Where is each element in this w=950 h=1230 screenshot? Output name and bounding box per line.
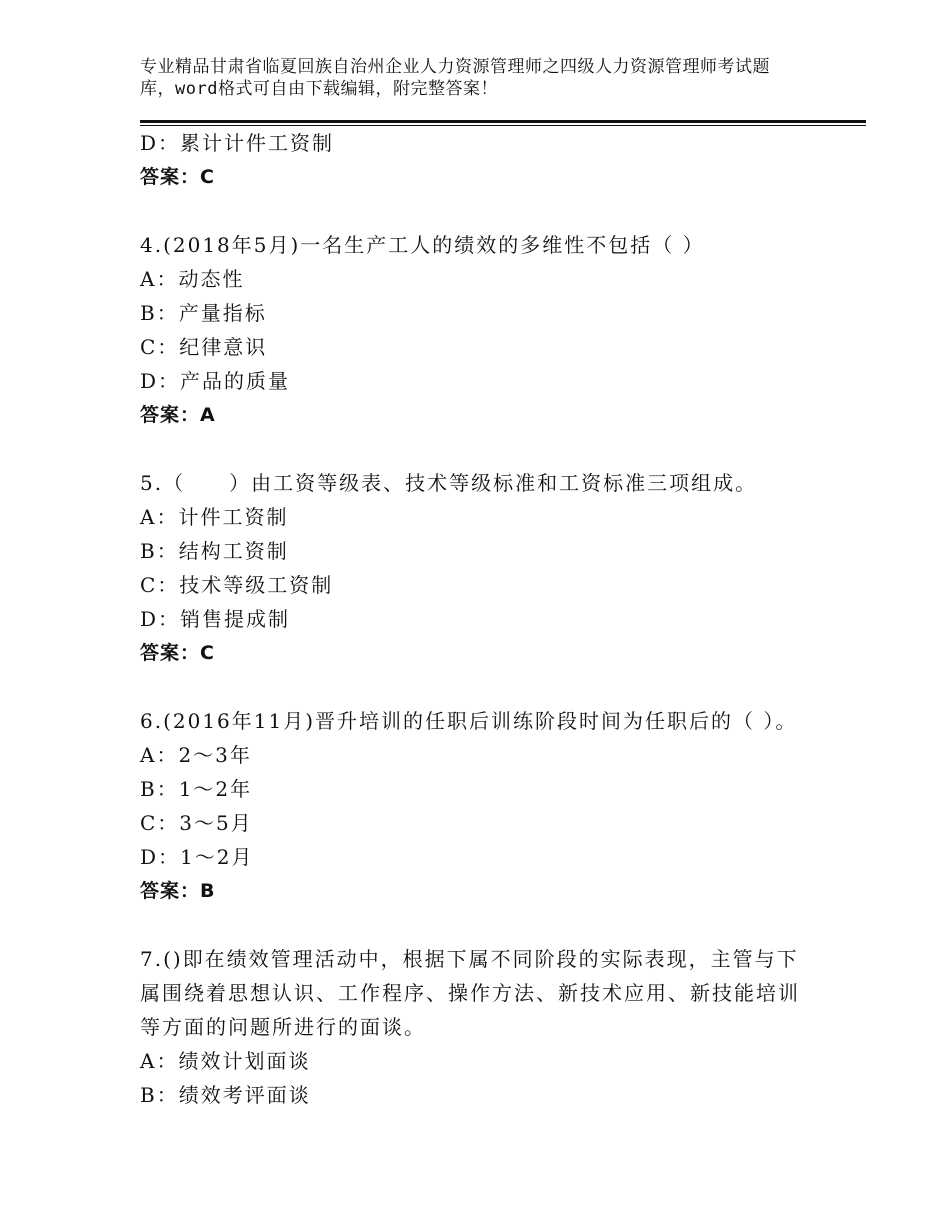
spacer [140, 432, 840, 466]
option-b: B：结构工资制 [140, 539, 289, 563]
question-stem: 4.(2018年5月)一名生产工人的绩效的多维性不包括（ ） [140, 233, 705, 257]
option-a: A：动态性 [140, 267, 245, 291]
question-4 [140, 228, 840, 432]
option-d: D：销售提成制 [140, 607, 291, 631]
answer: 答案：C [140, 642, 215, 664]
option-c: C：3～5月 [140, 811, 253, 835]
document-header [140, 56, 840, 100]
option-a: A：2～3年 [140, 743, 252, 767]
spacer [140, 670, 840, 704]
spacer [140, 194, 840, 228]
header-rule-thick [140, 120, 866, 123]
question-stem-line-2: 属围绕着思想认识、工作程序、操作方法、新技术应用、新技能培训 [140, 981, 800, 1005]
answer: 答案：A [140, 404, 216, 426]
option-a: A：绩效计划面谈 [140, 1049, 311, 1073]
question-3 [140, 126, 840, 194]
option-c: C：技术等级工资制 [140, 573, 334, 597]
header-line-1: 专业精品甘肃省临夏回族自治州企业人力资源管理师之四级人力资源管理师考试题 [140, 57, 770, 77]
spacer [140, 908, 840, 942]
answer: 答案：C [140, 166, 215, 188]
option-d: D：产品的质量 [140, 369, 291, 393]
question-stem-line-1: 7.()即在绩效管理活动中，根据下属不同阶段的实际表现，主管与下 [140, 947, 799, 971]
option-c: C：纪律意识 [140, 335, 268, 359]
answer: 答案：B [140, 880, 216, 902]
question-6 [140, 704, 840, 908]
option-a: A：计件工资制 [140, 505, 289, 529]
question-stem-line-3: 等方面的问题所进行的面谈。 [140, 1015, 426, 1039]
option-d: D：累计计件工资制 [140, 131, 335, 155]
question-stem: 5.（ ）由工资等级表、技术等级标准和工资标准三项组成。 [140, 471, 758, 495]
header-line-2: 库，word格式可自由下载编辑，附完整答案！ [140, 79, 498, 99]
question-7 [140, 942, 840, 1112]
option-b: B：产量指标 [140, 301, 267, 325]
question-5 [140, 466, 840, 670]
document-body [140, 126, 840, 1112]
option-b: B：绩效考评面谈 [140, 1083, 311, 1107]
option-b: B：1～2年 [140, 777, 253, 801]
question-stem: 6.(2016年11月)晋升培训的任职后训练阶段时间为任职后的（ ）。 [140, 709, 798, 733]
option-d: D：1～2月 [140, 845, 254, 869]
